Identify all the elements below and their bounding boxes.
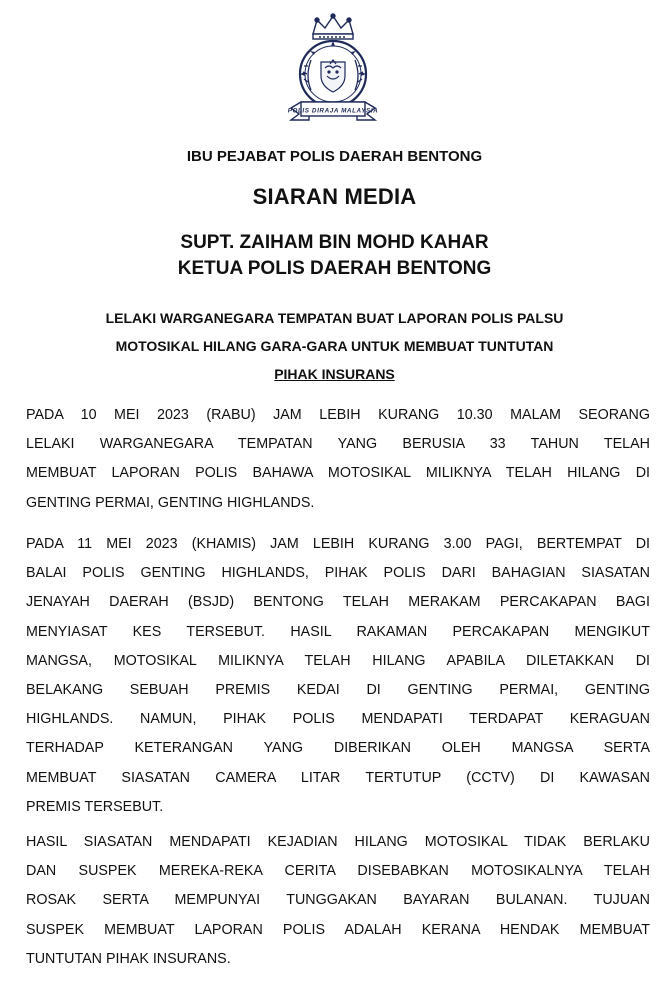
- paragraph-line: MENYIASAT KES TERSEBUT. HASIL RAKAMAN PERCAKAPAN MENGIKUT: [26, 623, 650, 640]
- paragraph-line: LELAKI WARGANEGARA TEMPATAN YANG BERUSIA 33 TAHUN TELAH: [26, 436, 650, 453]
- body-paragraph-3: [26, 828, 650, 974]
- headline-line-1: LELAKI WARGANEGARA TEMPATAN BUAT LAPORAN POLIS PALSU: [105, 310, 564, 326]
- paragraph-line: GENTING PERMAI, GENTING HIGHLANDS.: [26, 494, 315, 511]
- officer-name: SUPT. ZAIHAM BIN MOHD KAHAR: [180, 232, 489, 253]
- paragraph-line: TUNTUTAN PIHAK INSURANS.: [26, 950, 231, 967]
- paragraph-line: DAN SUSPEK MEREKA-REKA CERITA DISEBABKAN MOTOSIKALNYA TELAH: [26, 863, 650, 880]
- paragraph-line: BELAKANG SEBUAH PREMIS KEDAI DI GENTING PERMAI, GENTING: [26, 682, 650, 699]
- paragraph-line: HASIL SIASATAN MENDAPATI KEJADIAN HILANG MOTOSIKAL TIDAK BERLAKU: [26, 834, 650, 850]
- paragraph-line: MANGSA, MOTOSIKAL MILIKNYA TELAH HILANG APABILA DILETAKKAN DI: [26, 652, 650, 669]
- paragraph-line: PADA 11 MEI 2023 (KHAMIS) JAM LEBIH KURANG 3.00 PAGI, BERTEMPAT DI: [26, 536, 650, 552]
- paragraph-line: PADA 10 MEI 2023 (RABU) JAM LEBIH KURANG 10.30 MALAM SEORANG: [26, 407, 650, 423]
- body-paragraph-2: [26, 530, 650, 822]
- paragraph-line: MEMBUAT LAPORAN POLIS BAHAWA MOTOSIKAL MILIKNYA TELAH HILANG DI: [26, 465, 650, 482]
- pdrm-crest-icon: [283, 12, 383, 130]
- headline-line-2: MOTOSIKAL HILANG GARA-GARA UNTUK MEMBUAT TUNTUTAN: [115, 338, 554, 354]
- crest-ribbon-text: POLIS DIRAJA MALAYSIA: [287, 107, 379, 115]
- paragraph-line: ROSAK SERTA MEMPUNYAI TUNGGAKAN BAYARAN BULANAN. TUJUAN: [26, 892, 650, 909]
- headline-line-3: PIHAK INSURANS: [274, 366, 395, 382]
- office-name: IBU PEJABAT POLIS DAERAH BENTONG: [186, 148, 483, 165]
- paragraph-line: BALAI POLIS GENTING HIGHLANDS, PIHAK POLIS DARI BAHAGIAN SIASATAN: [26, 565, 650, 582]
- paragraph-line: JENAYAH DAERAH (BSJD) BENTONG TELAH MERAKAM PERCAKAPAN BAGI: [26, 594, 650, 611]
- paragraph-line: HIGHLANDS. NAMUN, PIHAK POLIS MENDAPATI TERDAPAT KERAGUAN: [26, 711, 650, 728]
- paragraph-line: PREMIS TERSEBUT.: [26, 798, 164, 815]
- paragraph-line: SUSPEK MEMBUAT LAPORAN POLIS ADALAH KERANA HENDAK MEMBUAT: [26, 921, 650, 938]
- paragraph-line: TERHADAP KETERANGAN YANG DIBERIKAN OLEH MANGSA SERTA: [26, 740, 650, 757]
- paragraph-line: MEMBUAT SIASATAN CAMERA LITAR TERTUTUP (CCTV) DI KAWASAN: [26, 769, 650, 786]
- document-type: SIARAN MEDIA: [252, 184, 417, 209]
- body-paragraph-1: [26, 401, 650, 518]
- officer-title: KETUA POLIS DAERAH BENTONG: [177, 258, 492, 279]
